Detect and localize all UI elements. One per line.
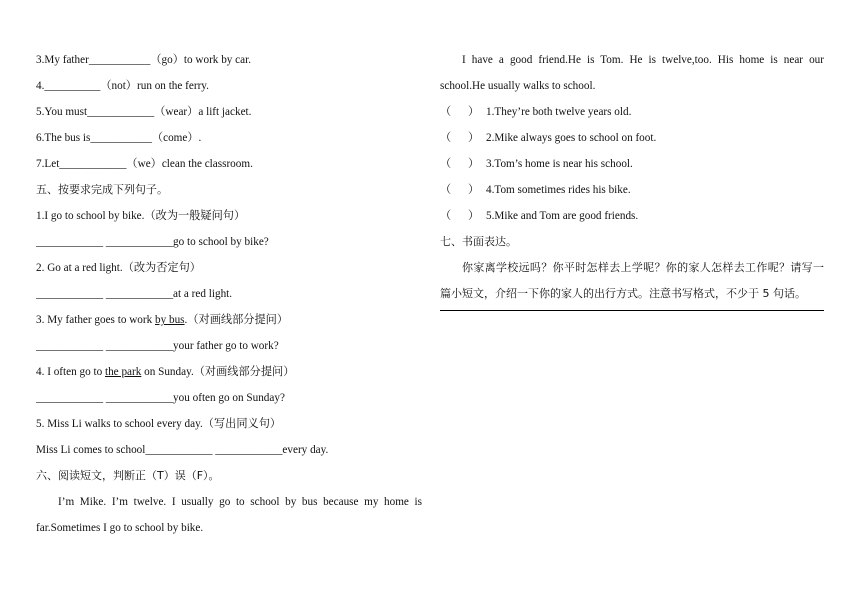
s5-q4-underlined: the park <box>104 366 142 378</box>
answer-bracket: （ ） <box>440 106 480 118</box>
fill-item-4: 4.__________（not）run on the ferry. <box>36 80 209 92</box>
s5-answer-4: ____________ ____________you often go on Sunday? <box>36 392 285 404</box>
s5-answer-5: Miss Li comes to school____________ ____________every day. <box>36 444 329 456</box>
fill-item-6: 6.The bus is___________（come）. <box>36 132 202 144</box>
answer-bracket: （ ） <box>440 210 480 222</box>
s5-question-1: 1.I go to school by bike.（改为一般疑问句） <box>36 210 246 222</box>
section-7-heading: 七、书面表达。 <box>440 235 517 248</box>
tf-item-4 <box>440 177 824 203</box>
s5-q3-underlined: by bus <box>155 314 185 326</box>
tf-item-5 <box>440 203 824 229</box>
fill-item-5: 5.You must____________（wear）a lift jacket. <box>36 106 252 118</box>
tf-statement: 2.Mike always goes to school on foot. <box>486 132 657 144</box>
fill-item-3: 3.My father___________（go）to work by car. <box>36 54 252 66</box>
tf-item-3 <box>440 151 824 177</box>
s5-question-3 <box>36 307 422 333</box>
s5-answer-1: ____________ ____________go to school by bike? <box>36 236 269 248</box>
fill-item-7: 7.Let____________（we）clean the classroom. <box>36 158 253 170</box>
section-6-heading: 六、阅读短文，判断正（T）误（F）。 <box>36 469 220 482</box>
s5-q3-text: 3. My father goes to work <box>36 314 155 326</box>
s5-q3-instruction: .（对画线部分提问） <box>184 314 289 326</box>
answer-bracket: （ ） <box>440 184 480 196</box>
s5-answer-3: ____________ ____________your father go to work? <box>36 340 279 352</box>
left-column <box>36 47 422 541</box>
section-5-heading: 五、按要求完成下列句子。 <box>36 183 168 196</box>
tf-statement: 5.Mike and Tom are good friends. <box>486 210 639 222</box>
tf-statement: 4.Tom sometimes rides his bike. <box>486 184 631 196</box>
s5-question-4 <box>36 359 422 385</box>
reading-passage-continued: I have a good friend.He is Tom. He is twelve,too. His home is near our school.He usually walks to school. <box>440 54 824 92</box>
tf-item-2 <box>440 125 824 151</box>
writing-answer-line <box>440 310 824 311</box>
right-column <box>440 47 824 311</box>
tf-item-1 <box>440 99 824 125</box>
reading-passage-start: I’m Mike. I’m twelve. I usually go to school by bus because my home is far.Sometimes I go to school by bike. <box>36 496 422 534</box>
s5-q4-text: 4. I often go to <box>36 366 105 378</box>
writing-prompt: 你家离学校远吗？你平时怎样去上学呢？你的家人怎样去工作呢？请写一篇小短文，介绍一下你的家人的出行方式。注意书写格式，不少于 5 句话。 <box>440 261 824 300</box>
s5-question-5: 5. Miss Li walks to school every day.（写出同义句） <box>36 418 282 430</box>
s5-question-2: 2. Go at a red light.（改为否定句） <box>36 262 201 274</box>
tf-statement: 1.They’re both twelve years old. <box>486 106 632 118</box>
s5-q4-instruction: on Sunday.（对画线部分提问） <box>141 366 295 378</box>
answer-bracket: （ ） <box>440 132 480 144</box>
tf-statement: 3.Tom’s home is near his school. <box>486 158 633 170</box>
s5-answer-2: ____________ ____________at a red light. <box>36 288 233 300</box>
answer-bracket: （ ） <box>440 158 480 170</box>
